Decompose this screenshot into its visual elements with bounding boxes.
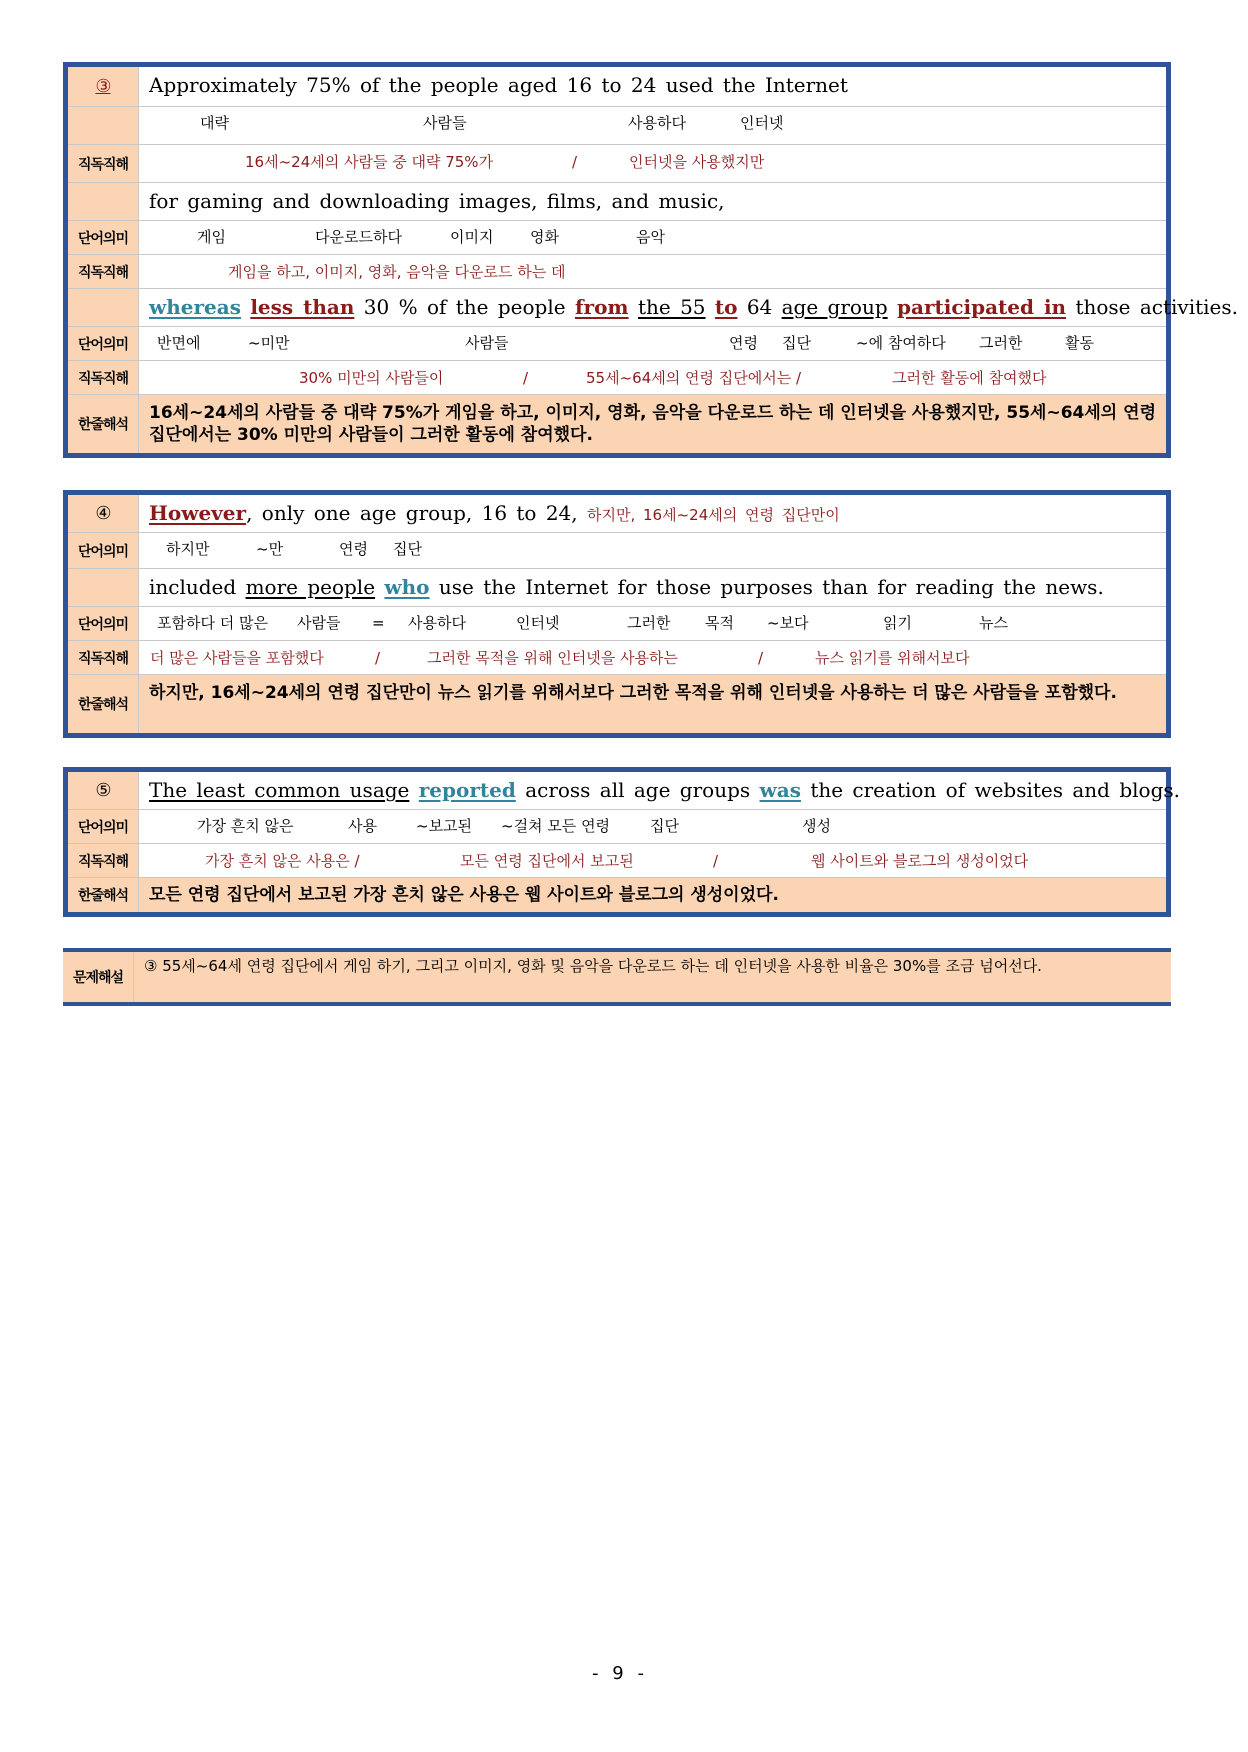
section-4 [63, 490, 1171, 738]
english-sentence: Approximately 75% of the people aged 16 to 24 used the Internet [149, 73, 848, 97]
english-sentence: The least common usage reported across all age groups was the creation of websites and blogs. [149, 778, 1180, 802]
word-gloss-row: 포함하다 더 많은 사람들 = 사용하다 인터넷 그러한 목적 ~보다 읽기 뉴스 [157, 614, 1008, 632]
empty-label [68, 289, 139, 326]
label-word-meaning: 단어의미 [68, 221, 139, 254]
empty-label [68, 183, 139, 220]
label-direct-reading: 직독직해 [68, 844, 139, 877]
direct-reading-row: 30% 미만의 사람들이 / 55세~64세의 연령 집단에서는 / 그러한 활동에 참여했다 [299, 369, 1047, 387]
english-sentence: However, only one age group, 16 to 24, 하지만, 16세~24세의 연령 집단만이 [149, 501, 840, 525]
direct-reading-row: 더 많은 사람들을 포함했다 / 그러한 목적을 위해 인터넷을 사용하는 / 뉴스 읽기를 위해서보다 [150, 649, 970, 667]
label-word-meaning: 단어의미 [68, 327, 139, 360]
sentence-number: ④ [68, 495, 139, 532]
label-one-line: 한줄해석 [68, 395, 139, 453]
label-word-meaning: 단어의미 [68, 810, 139, 843]
one-line-translation: 모든 연령 집단에서 보고된 가장 흔치 않은 사용은 웹 사이트와 블로그의 생성이었다. [149, 885, 779, 905]
label-one-line: 한줄해석 [68, 878, 139, 912]
english-sentence: whereas less than 30 % of the people from the 55 to 64 age group participated in those activities. [149, 295, 1239, 319]
word-gloss-row: 하지만 ~만 연령 집단 [166, 540, 422, 558]
label-direct-reading: 직독직해 [68, 361, 139, 394]
word-gloss-row: 대략 사람들 사용하다 인터넷 [200, 114, 784, 132]
direct-reading-row: 16세~24세의 사람들 중 대략 75%가 / 인터넷을 사용했지만 [245, 153, 765, 171]
section-3 [63, 62, 1239, 458]
word-gloss-row: 반면에 ~미만 사람들 연령 집단 ~에 참여하다 그러한 활동 [157, 334, 1094, 352]
sentence-number: ③ [68, 67, 139, 106]
label-one-line: 한줄해석 [68, 675, 139, 733]
section-5 [63, 767, 1180, 917]
direct-reading-row: 가장 흔치 않은 사용은 / 모든 연령 집단에서 보고된 / 웹 사이트와 블로그의 생성이었다 [205, 852, 1029, 870]
word-gloss-row: 게임 다운로드하다 이미지 영화 음악 [197, 228, 665, 246]
direct-reading-row: 게임을 하고, 이미지, 영화, 음악을 다운로드 하는 데 [228, 263, 566, 281]
label-problem: 문제해설 [63, 952, 134, 1002]
label-word-meaning: 단어의미 [68, 533, 139, 568]
problem-note-text: ③ 55세~64세 연령 집단에서 게임 하기, 그리고 이미지, 영화 및 음악을 다운로드 하는 데 인터넷을 사용한 비율은 30%를 조금 넘어선다. [144, 957, 1042, 975]
one-line-translation: 하지만, 16세~24세의 연령 집단만이 뉴스 읽기를 위해서보다 그러한 목적을 위해 인터넷을 사용하는 더 많은 사람들을 포함했다. [149, 683, 1117, 703]
english-sentence: included more people who use the Internet for those purposes than for reading the news. [149, 575, 1104, 599]
label-direct-reading: 직독직해 [68, 145, 139, 182]
label-direct-reading: 직독직해 [68, 641, 139, 674]
page-number: - 9 - [592, 1663, 648, 1684]
english-sentence: for gaming and downloading images, films, and music, [149, 189, 725, 213]
empty-label [68, 569, 139, 606]
problem-explanation [63, 948, 1171, 1006]
word-gloss-row: 가장 흔치 않은 사용 ~보고된 ~걸쳐 모든 연령 집단 생성 [197, 817, 831, 835]
label-word-meaning: 단어의미 [68, 607, 139, 640]
sentence-number: ⑤ [68, 772, 139, 809]
one-line-translation: 16세~24세의 사람들 중 대략 75%가 게임을 하고, 이미지, 영화, 음악을 다운로드 하는 데 인터넷을 사용했지만, 55세~64세의 연령 집단에서는 30% 미만의 사람들이 그러한 활동에 참여했다. [149, 403, 1156, 445]
label-direct-reading: 직독직해 [68, 255, 139, 288]
empty-label [68, 107, 139, 144]
